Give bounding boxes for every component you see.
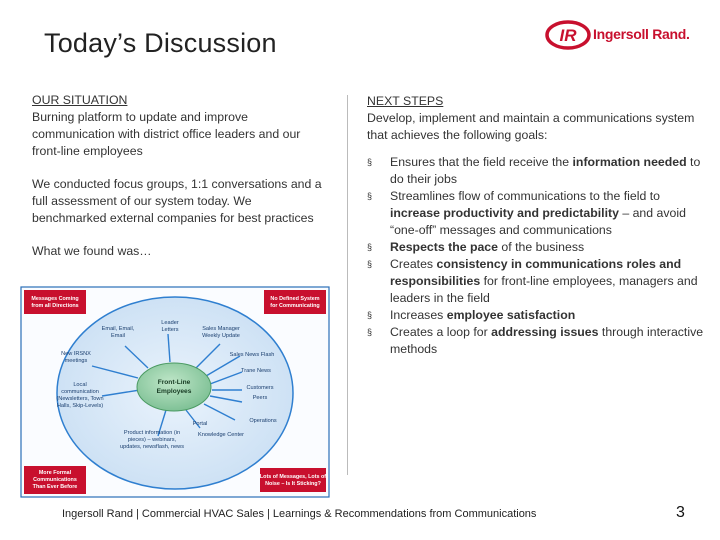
label-sales-manager-weekly: Sales Manager Weekly Update (202, 326, 240, 339)
bullet-icon: § (367, 310, 373, 320)
corner-label-bottom-right: Lots of Messages, Lots of Noise – Is It Sticking? (259, 474, 327, 487)
corner-label-top-left: Messages Coming from all Directions (31, 296, 79, 309)
footer-text: Ingersoll Rand | Commercial HVAC Sales | Learnings & Recommendations from Communications (62, 508, 537, 520)
page-number: 3 (676, 504, 685, 521)
label-local-communication: Local communication (Newsletters, Town Halls, Skip-Levels) (56, 382, 104, 409)
label-customers: Customers (246, 385, 274, 391)
page-title: Today’s Discussion (44, 28, 277, 58)
goal-item: § Streamlines flow of communications to the field to increase productivity and predictability – and avoid “one-off” messages and communications (367, 189, 686, 237)
goal-item: § Creates consistency in communications roles and responsibilities for front-line employees, managers and leaders in the field (367, 257, 698, 305)
situation-text: Burning platform to update and improve communication with district office leaders and our front-line employees (32, 110, 301, 158)
goal-item: § Increases employee satisfaction (367, 308, 576, 322)
corner-box-top-left (24, 290, 86, 314)
label-trane-news: Trane News (241, 368, 271, 374)
goal-item: § Respects the pace of the business (367, 240, 585, 254)
next-steps-section (367, 93, 707, 358)
label-sales-news-flash: Sales News Flash (229, 352, 275, 358)
situation-research-text: We conducted focus groups, 1:1 conversations and a full assessment of our system today. We benchmarked external companies for best practices (32, 177, 322, 225)
corner-label-bottom-left: More Formal Communications Than Ever Before (32, 470, 78, 490)
corner-box-bottom-right (260, 468, 326, 492)
bullet-icon: § (367, 157, 373, 167)
label-knowledge-center: Knowledge Center (197, 432, 245, 438)
bullet-icon: § (367, 259, 373, 269)
corner-label-top-right: No Defined System for Communicating (270, 296, 320, 309)
next-steps-intro: Develop, implement and maintain a communications system that achieves the following goals: (367, 111, 695, 142)
communications-diagram (20, 286, 330, 498)
label-peers: Peers (252, 395, 268, 401)
situation-section (32, 92, 327, 260)
logo-wordmark: Ingersoll Rand. (593, 26, 690, 42)
diagram-center-label: Front-Line Employees (156, 379, 192, 395)
next-steps-heading: NEXT STEPS (367, 94, 444, 108)
bullet-icon: § (367, 327, 373, 337)
label-new-irsnx: New IRSNX meetings (61, 351, 91, 364)
goal-item: § Ensures that the field receive the information needed to do their jobs (367, 155, 701, 186)
label-leader-letters: Leader Letters (161, 320, 179, 333)
label-portal: Portal (192, 421, 208, 427)
svg-text:IR: IR (559, 26, 577, 45)
label-operations: Operations (249, 418, 277, 424)
goals-list (367, 154, 707, 358)
column-divider (347, 95, 348, 475)
situation-heading: OUR SITUATION (32, 93, 128, 107)
goal-item: § Creates a loop for addressing issues through interactive methods (367, 325, 704, 356)
bullet-icon: § (367, 191, 373, 201)
situation-finding-text: What we found was… (32, 244, 152, 258)
ingersoll-rand-logo (545, 20, 691, 52)
corner-box-top-right (264, 290, 326, 314)
bullet-icon: § (367, 242, 373, 252)
label-email: Email, Email, Email (101, 326, 135, 339)
label-product-information: Product information (in pieces) – webinars, updates, newsflash, news (119, 430, 185, 450)
ir-logo-icon (545, 20, 591, 50)
